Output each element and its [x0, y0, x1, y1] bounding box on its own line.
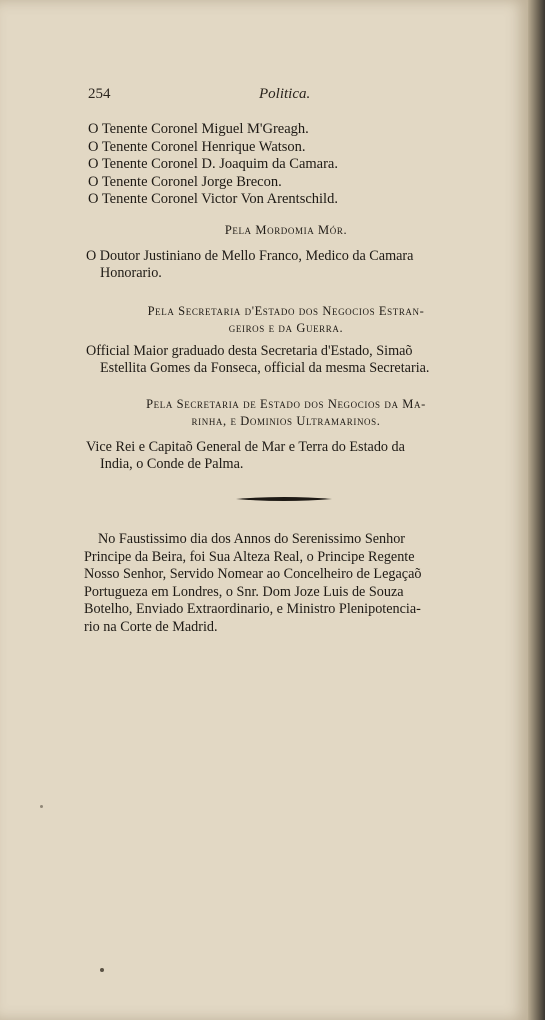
- entry-line: Honorario.: [100, 265, 162, 281]
- officer-entry: O Tenente Coronel Miguel M'Greagh.: [88, 121, 309, 137]
- ornamental-rule: [236, 496, 332, 502]
- section-heading-estrangeiros: [86, 303, 486, 337]
- closing-line: Portugueza em Londres, o Snr. Dom Joze Luis de Souza: [84, 583, 404, 600]
- entry-line: O Doutor Justiniano de Mello Franco, Medico da Camara: [86, 248, 414, 264]
- heading-line: Pela Secretaria de Estado dos Negocios da Ma-: [146, 397, 426, 411]
- officer-entry: O Tenente Coronel D. Joaquim da Camara.: [88, 156, 338, 172]
- officer-entry: O Tenente Coronel Jorge Brecon.: [88, 173, 282, 190]
- ink-speck: [40, 805, 43, 808]
- officer-list: [88, 121, 488, 209]
- closing-line: Nosso Senhor, Servido Nomear ao Concelheiro de Legaçaõ: [84, 566, 422, 582]
- closing-line: No Faustissimo dia dos Annos do Serenissimo Senhor: [98, 531, 406, 547]
- section-heading-marinha: [86, 396, 486, 430]
- heading-line: Pela Secretaria d'Estado dos Negocios Estran-: [147, 304, 425, 318]
- closing-paragraph: [84, 531, 484, 636]
- officer-entry: O Tenente Coronel Victor Von Arentschild.: [88, 191, 338, 207]
- entry-line: India, o Conde de Palma.: [100, 456, 244, 472]
- officer-entry: O Tenente Coronel Henrique Watson.: [88, 138, 306, 155]
- entry-line: Estellita Gomes da Fonseca, official da mesma Secretaria.: [100, 360, 430, 376]
- heading-line: rinha, e Dominios Ultramarinos.: [191, 414, 381, 428]
- entry-mordomia: [86, 248, 484, 282]
- entry-line: Official Maior graduado desta Secretaria d'Estado, Simaõ: [86, 343, 413, 359]
- page-number: 254: [88, 86, 111, 102]
- ink-speck: [100, 968, 104, 972]
- entry-line: Vice Rei e Capitaõ General de Mar e Terra do Estado da: [86, 439, 405, 455]
- closing-line: Principe da Beira, foi Sua Alteza Real, o Principe Regente: [84, 548, 415, 565]
- closing-line: Botelho, Enviado Extraordinario, e Ministro Plenipotencia-: [84, 601, 421, 617]
- entry-estrangeiros: [86, 343, 484, 377]
- section-heading-mordomia: Pela Mordomia Mór.: [224, 223, 348, 237]
- page-header: [88, 86, 484, 106]
- heading-line: geiros e da Guerra.: [228, 321, 344, 335]
- page-edge: [528, 0, 545, 1020]
- closing-line: rio na Corte de Madrid.: [84, 618, 218, 635]
- entry-marinha: [86, 439, 484, 473]
- running-head: Politica.: [259, 86, 311, 102]
